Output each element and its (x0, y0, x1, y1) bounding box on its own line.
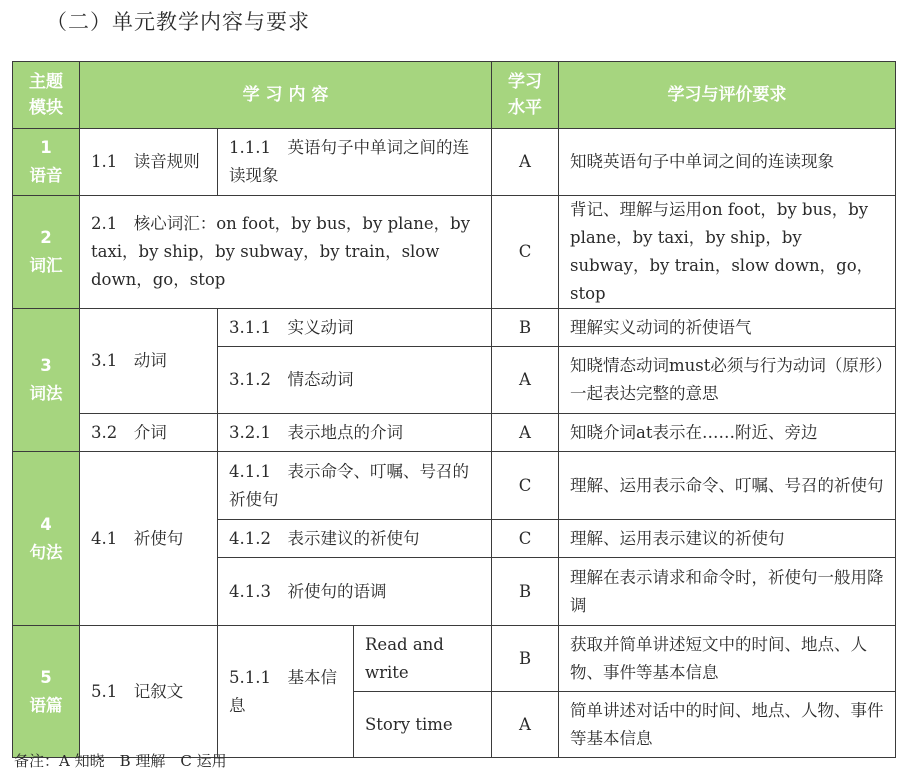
content-cell: 3.1 动词 (80, 309, 218, 414)
module-cell (13, 309, 80, 452)
module-number: 3 (40, 356, 52, 375)
level-cell: A (492, 414, 559, 452)
header-content: 学 习 内 容 (80, 62, 492, 129)
table-row (13, 196, 896, 309)
header-level: 学习水平 (492, 62, 559, 129)
requirement-cell: 理解实义动词的祈使语气 (559, 309, 896, 347)
content-cell: Read and write (354, 626, 492, 692)
requirement-cell: 背记、理解与运用on foot，by bus，by plane，by taxi，by ship，by subway，by train，slow down，go，stop (559, 196, 896, 309)
level-cell: C (492, 520, 559, 558)
content-cell: 5.1 记叙文 (80, 626, 218, 758)
requirement-cell: 知晓介词at表示在……附近、旁边 (559, 414, 896, 452)
table-row (13, 309, 896, 347)
module-name: 语音 (29, 166, 63, 185)
requirement-cell: 简单讲述对话中的时间、地点、人物、事件等基本信息 (559, 692, 896, 758)
module-cell (13, 452, 80, 626)
level-cell: C (492, 196, 559, 309)
content-cell: 3.2.1 表示地点的介词 (218, 414, 492, 452)
content-cell: 3.2 介词 (80, 414, 218, 452)
level-cell: A (492, 347, 559, 414)
module-cell (13, 129, 80, 196)
level-cell: B (492, 309, 559, 347)
header-module: 主题模块 (13, 62, 80, 129)
content-cell: 3.1.2 情态动词 (218, 347, 492, 414)
requirement-cell: 理解在表示请求和命令时，祈使句一般用降调 (559, 558, 896, 626)
level-cell: C (492, 452, 559, 520)
table-row (13, 626, 896, 692)
module-name: 句法 (29, 542, 63, 562)
header-requirement: 学习与评价要求 (559, 62, 896, 129)
content-cell: 4.1 祈使句 (80, 452, 218, 626)
table-row (13, 414, 896, 452)
module-number: 5 (40, 667, 52, 687)
content-cell: 4.1.3 祈使句的语调 (218, 558, 492, 626)
level-cell: B (492, 558, 559, 626)
content-cell: 1.1.1 英语句子中单词之间的连读现象 (218, 129, 492, 196)
content-cell: 5.1.1 基本信息 (218, 626, 354, 758)
level-cell: B (492, 626, 559, 692)
footnote: 备注：A 知晓 B 理解 C 运用 (14, 752, 227, 770)
content-cell: 3.1.1 实义动词 (218, 309, 492, 347)
module-cell (13, 196, 80, 309)
module-number: 4 (40, 514, 52, 534)
content-cell: 4.1.1 表示命令、叮嘱、号召的祈使句 (218, 452, 492, 520)
requirement-cell: 理解、运用表示命令、叮嘱、号召的祈使句 (559, 452, 896, 520)
module-cell (13, 626, 80, 758)
requirement-cell: 知晓英语句子中单词之间的连读现象 (559, 129, 896, 196)
module-name: 语篇 (29, 695, 63, 715)
requirement-cell: 理解、运用表示建议的祈使句 (559, 520, 896, 558)
table-row (13, 129, 896, 196)
curriculum-table (12, 61, 896, 758)
content-cell: Story time (354, 692, 492, 758)
module-number: 1 (40, 138, 52, 157)
level-cell: A (492, 129, 559, 196)
requirement-cell: 获取并简单讲述短文中的时间、地点、人物、事件等基本信息 (559, 626, 896, 692)
requirement-cell: 知晓情态动词must必须与行为动词（原形）一起表达完整的意思 (559, 347, 896, 414)
content-cell: 2.1 核心词汇：on foot，by bus，by plane，by taxi，by ship，by subway，by train，slow down，go，stop (80, 196, 492, 309)
table-row (13, 452, 896, 520)
module-number: 2 (40, 228, 52, 247)
level-cell: A (492, 692, 559, 758)
content-cell: 1.1 读音规则 (80, 129, 218, 196)
section-heading: （二）单元教学内容与要求 (46, 10, 310, 34)
module-name: 词汇 (29, 256, 63, 275)
content-cell: 4.1.2 表示建议的祈使句 (218, 520, 492, 558)
module-name: 词法 (29, 384, 63, 403)
table-header-row (13, 62, 896, 129)
